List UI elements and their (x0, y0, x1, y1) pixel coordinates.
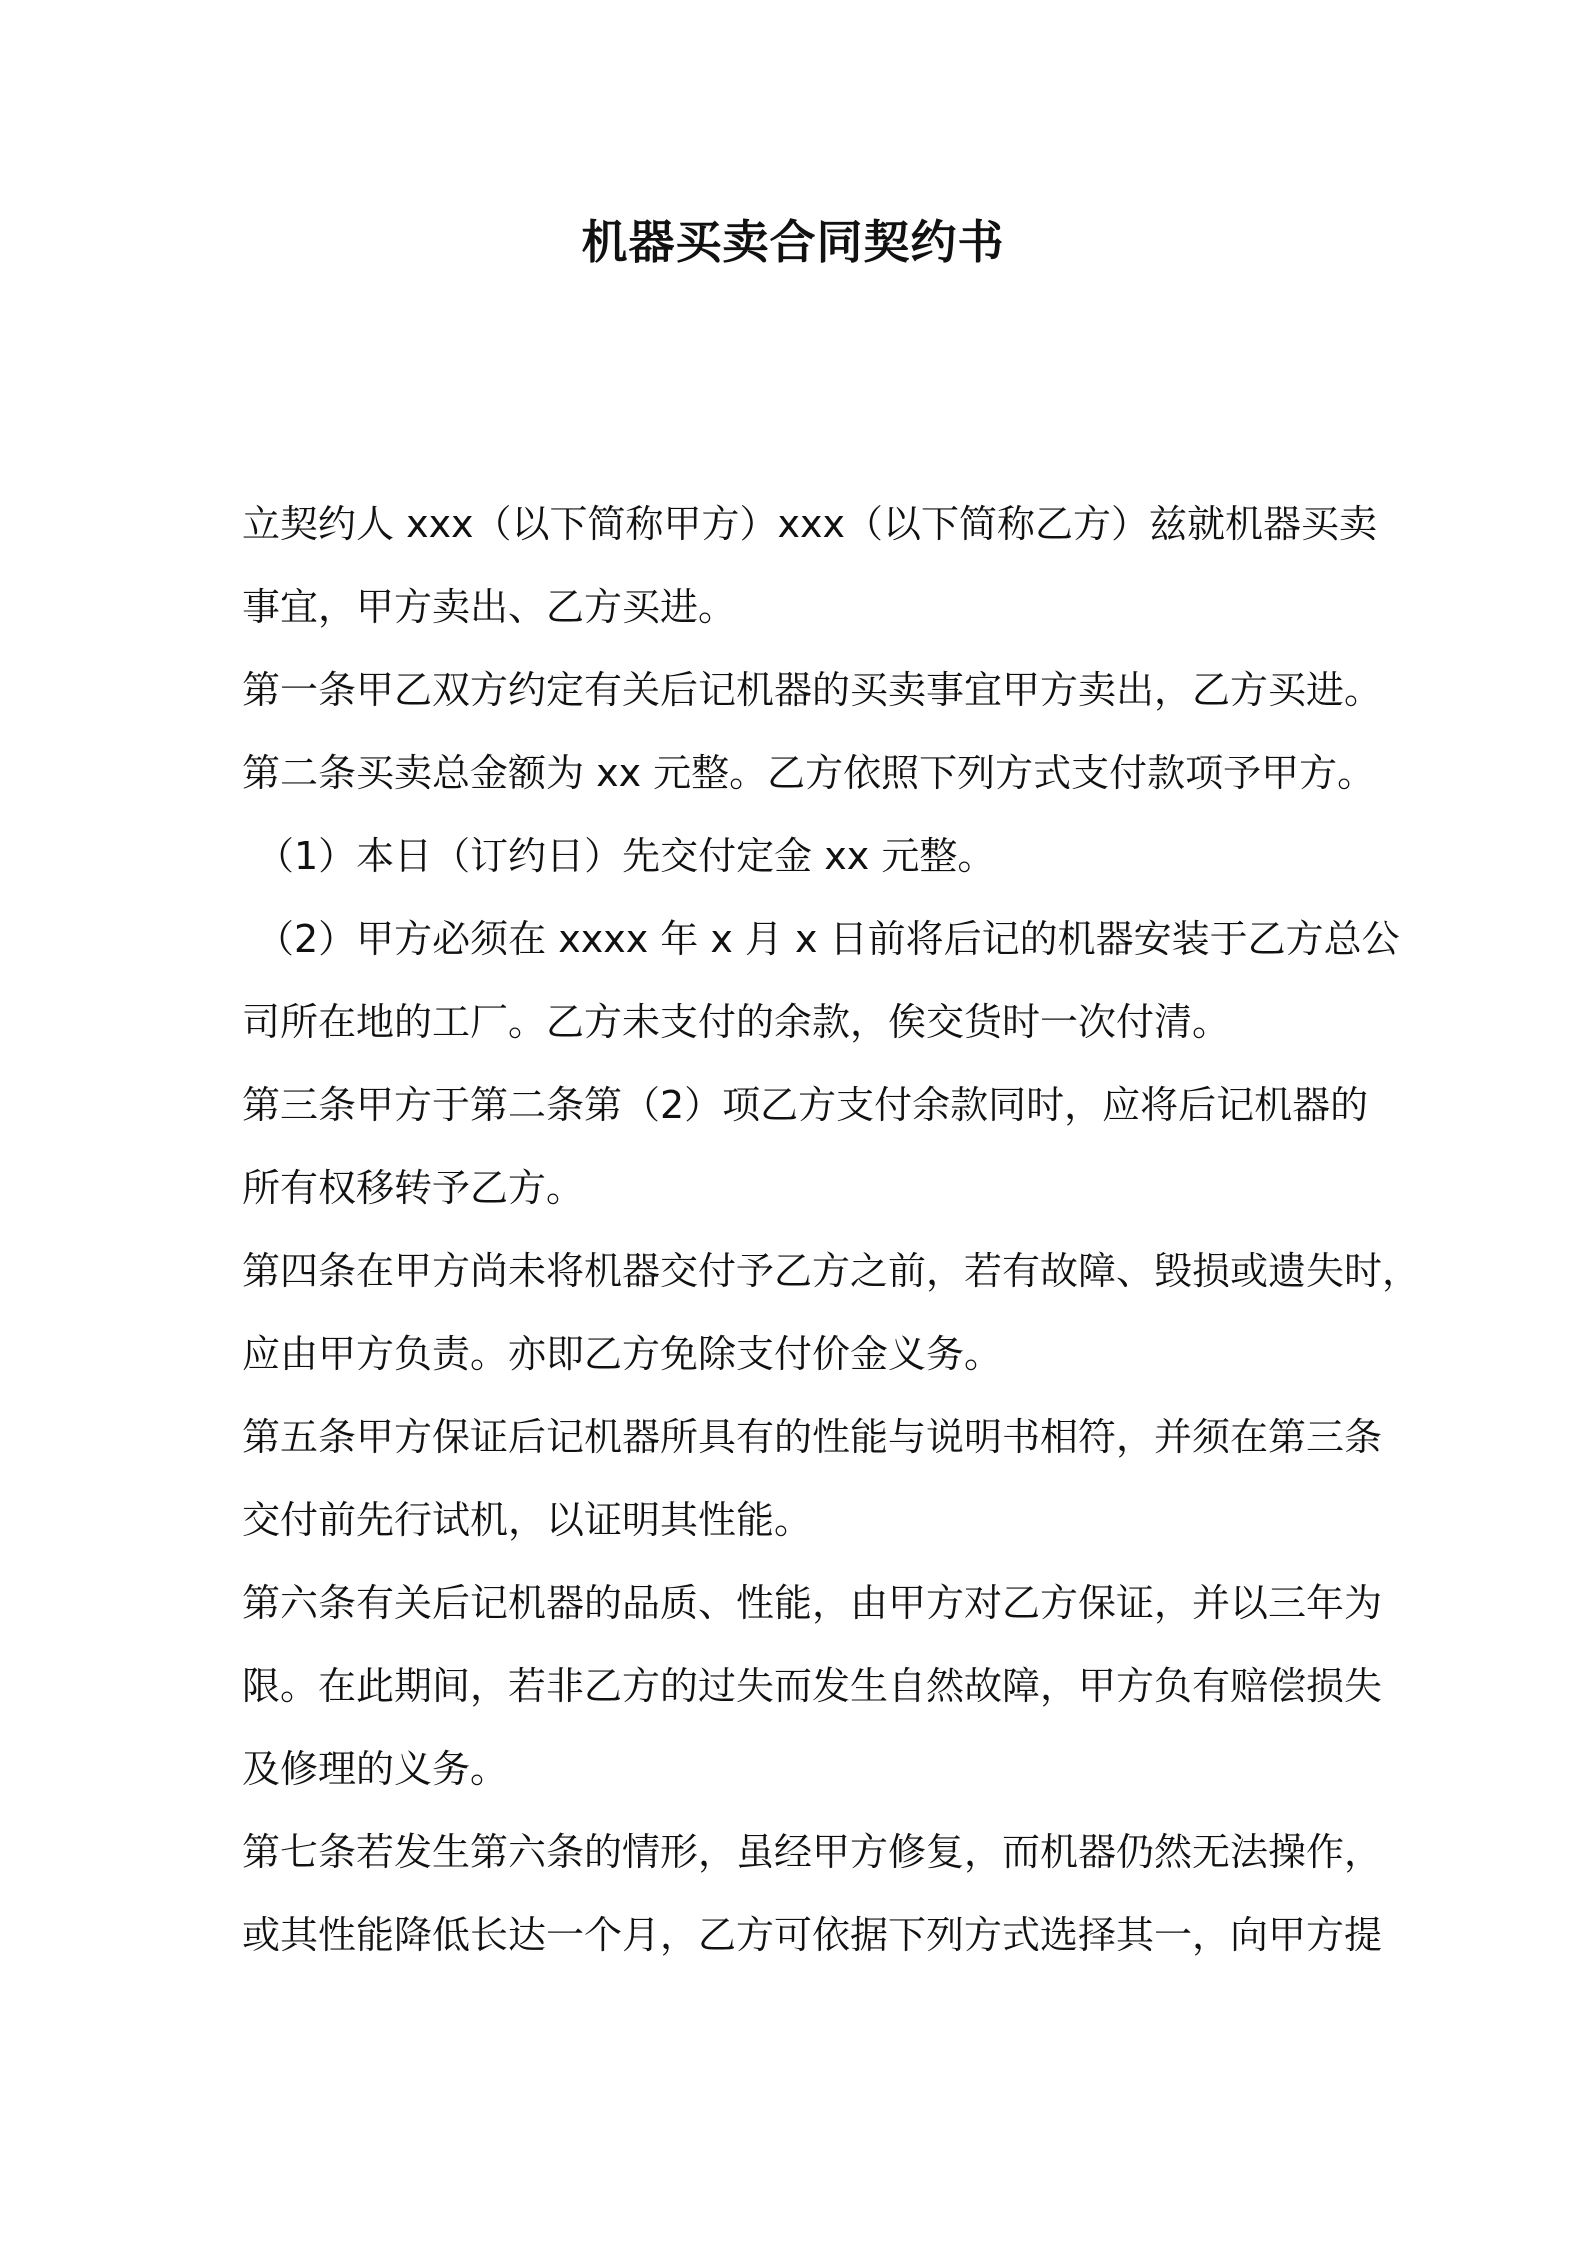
document-title: 机器买卖合同契约书 (581, 215, 1005, 269)
body-line: （2）甲方必须在 xxxx 年 x 月 x 日前将后记的机器安装于乙方总公 (256, 917, 1400, 961)
body-line: 第七条若发生第六条的情形，虽经甲方修复，而机器仍然无法操作， (242, 1830, 1383, 1874)
body-line: 限。在此期间，若非乙方的过失而发生自然故障，甲方负有赔偿损失 (242, 1664, 1383, 1708)
body-line: （1）本日（订约日）先交付定金 xx 元整。 (256, 834, 996, 878)
body-line: 应由甲方负责。亦即乙方免除支付价金义务。 (242, 1332, 1003, 1376)
body-line: 或其性能降低长达一个月，乙方可依据下列方式选择其一，向甲方提 (242, 1913, 1383, 1957)
body-line: 第三条甲方于第二条第（2）项乙方支付余款同时，应将后记机器的 (242, 1083, 1369, 1127)
body-line: 事宜，甲方卖出、乙方买进。 (242, 585, 737, 629)
body-line: 第四条在甲方尚未将机器交付予乙方之前，若有故障、毁损或遗失时， (242, 1249, 1421, 1293)
document-body (242, 483, 1421, 1977)
body-line: 及修理的义务。 (242, 1747, 509, 1791)
body-line: 第五条甲方保证后记机器所具有的性能与说明书相符，并须在第三条 (242, 1415, 1383, 1459)
body-line: 司所在地的工厂。乙方未支付的余款，俟交货时一次付清。 (242, 1000, 1231, 1044)
body-line: 第二条买卖总金额为 xx 元整。乙方依照下列方式支付款项予甲方。 (242, 751, 1376, 795)
body-line: 立契约人 xxx（以下简称甲方）xxx（以下简称乙方）兹就机器买卖 (242, 502, 1378, 546)
body-line: 交付前先行试机，以证明其性能。 (242, 1498, 813, 1542)
body-line: 所有权移转予乙方。 (242, 1166, 585, 1210)
body-line: 第六条有关后记机器的品质、性能，由甲方对乙方保证，并以三年为 (242, 1581, 1383, 1625)
body-line: 第一条甲乙双方约定有关后记机器的买卖事宜甲方卖出，乙方买进。 (242, 668, 1383, 712)
